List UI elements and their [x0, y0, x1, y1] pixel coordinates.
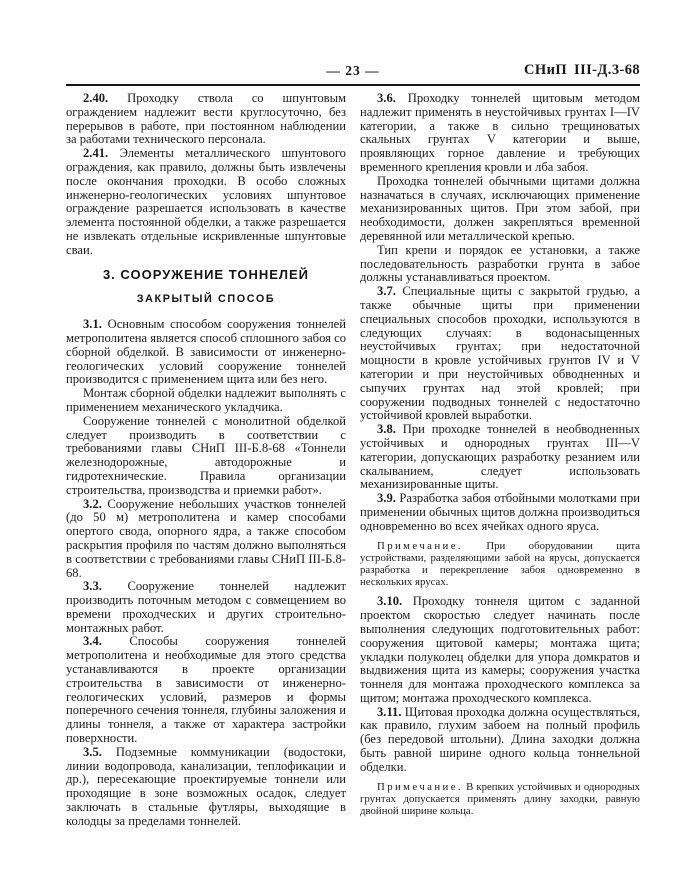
body-paragraph: [360, 244, 640, 285]
paragraph-number: 3.3.: [83, 579, 102, 594]
note-label: Примечание.: [377, 780, 463, 793]
note-label: Примечание.: [377, 539, 463, 552]
type-area: [66, 63, 640, 829]
doc-code: СНиП III-Д.3-68: [524, 62, 640, 78]
paragraph-text: Элементы металлического шпунтового ограждения, как правило, должны быть извлечены после окончания проходки. В особо сложных инженерно-геологических условиях шпунтовое ограждение разрешается использовать в качестве элемента постоянной обделки, а также разрешается не извлекать отдельные искривленные шпунтовые сваи.: [66, 146, 346, 257]
paragraph-text: Проходку тоннеля щитом с заданной проектом скоростью следует начинать после выполнения следующих подготовительных работ: сооружения щитовой камеры; монтажа щита; укладки полуколец обделки для упора домкратов и выдвижения щита из камеры; сооружения участка тоннеля для монтажа проходческого комплекса за щитом; монтажа проходческого комплекса.: [360, 594, 640, 705]
paragraph-number: 2.40.: [83, 91, 109, 105]
paragraph-number: 3.11.: [377, 704, 402, 719]
paragraph-number: 3.10.: [377, 594, 403, 609]
left-column: [66, 92, 346, 829]
body-paragraph: [66, 498, 346, 581]
body-paragraph: [66, 147, 346, 257]
right-column: [360, 92, 640, 829]
body-paragraph: [66, 746, 346, 829]
columns: [66, 92, 640, 829]
paragraph-text: Разработка забоя отбойными молотками при применении обычных щитов должна производиться одновременно во всех ячейках одного яруса.: [360, 491, 640, 533]
paragraph-number: 3.8.: [377, 422, 396, 437]
paragraph-text: Проходка тоннелей обычными щитами должна назначаться в случаях, исключающих применение механизированных щитов. При этом забой, при необходимости, должен закрепляться временной деревянной или металлической крепью.: [360, 173, 640, 243]
body-paragraph: [66, 580, 346, 635]
body-paragraph: [66, 318, 346, 387]
paragraph-text: При проходке тоннелей в необводненных устойчивых и однородных грунтах III—V категории, допускающих разработку резанием или скалыванием, следует использовать механизированные щиты.: [360, 422, 640, 492]
note-paragraph: [360, 781, 640, 818]
body-paragraph: [360, 92, 640, 175]
paragraph-number: 3.1.: [83, 317, 102, 332]
subsection-heading: ЗАКРЫТЫЙ СПОСОБ: [136, 293, 276, 306]
paragraph-number: 3.7.: [377, 284, 396, 299]
body-paragraph: [360, 423, 640, 492]
paragraph-text: В крепких устойчивых и однородных грунтах допускается применять длину заходки, равную двойной ширине кольца.: [360, 780, 640, 818]
body-paragraph: [360, 706, 640, 775]
body-paragraph: [66, 635, 346, 745]
paragraph-number: 2.41.: [83, 146, 109, 161]
paragraph-number: 3.5.: [83, 744, 102, 759]
note-paragraph: [360, 540, 640, 589]
page-number: — 23 —: [326, 63, 380, 78]
paragraph-text: Подземные коммуникации (водостоки, линии водопровода, канализации, теплофикации и др.), пересекающие проектируемые тоннели или проходящие в зоне возможных осадок, следует заключать в стальные футляры, выходящие в колодцы за пределами тоннелей.: [66, 744, 347, 828]
body-paragraph: [360, 492, 640, 533]
paragraph-text: Проходку ствола со шпунтовым ограждением надлежит вести круглосуточно, без перерывов в работе, при постоянном наблюдении за работами технического персонала.: [66, 91, 347, 147]
paragraph-text: Сооружение тоннелей надлежит производить поточным методом с совмещением во времени проходческих и других строительно-монтажных работ.: [66, 579, 346, 635]
body-paragraph: [66, 387, 346, 415]
paragraph-text: Монтаж сборной обделки надлежит выполнять с применением механического укладчика.: [66, 386, 346, 414]
paragraph-text: Щитовая проходка должна осуществляться, как правило, глухим забоем на полный профиль (без передовой штольни). Длина заходки должна быть равной ширине одного кольца тоннельной обделки.: [360, 704, 640, 774]
section-heading: 3. СООРУЖЕНИЕ ТОННЕЛЕЙ: [102, 266, 310, 282]
body-paragraph: [360, 285, 640, 423]
paragraph-text: Способы сооружения тоннелей метрополитена и необходимые для этого средства устанавливаются в проекте организации строительства в зависимости от инженерно-геологических условий, размеров и формы поперечного сечения тоннеля, глубины заложения и длины тоннеля, а также от характера застройки поверхности.: [66, 634, 346, 746]
page-header: [66, 63, 640, 84]
paragraph-number: 3.4.: [83, 634, 102, 649]
paragraph-number: 3.2.: [83, 496, 102, 511]
paragraph-text: При оборудовании щита устройствами, разделяющими забой на ярусы, допускается разработка и перекрепление забоя одновременно в нескольких ярусах.: [360, 539, 640, 589]
body-paragraph: [66, 92, 346, 147]
header-rule: [66, 84, 640, 86]
paragraph-text: Сооружение тоннелей с монолитной обделкой следует производить в соответствии с требованиями главы СНиП III-Б.8-68 «Тоннели железнодорожные, автодорожные и гидротехнические. Правила организации строительства, производства и приемки работ».: [66, 413, 346, 497]
paragraph-number: 3.6.: [377, 91, 396, 105]
paragraph-text: Специальные щиты с закрытой грудью, а также обычные щиты при применении специальных способов проходки, используются в следующих случаях: в водонасыщенных неустойчивых грунтах; при недостаточной мощности в кровле устойчивых грунтов IV и V категории и при неустойчивых обводненных и сыпучих грунтах над этой кровлей; при сооружении подводных тоннелей с недостаточно устойчивой кровлей выработки.: [360, 284, 641, 423]
paragraph-text: Тип крепи и порядок ее установки, а также последовательность разработки грунта в забое должны устанавливаться проектом.: [360, 242, 640, 285]
paragraph-text: Основным способом сооружения тоннелей метрополитена является способ сплошного забоя со сборной обделкой. В зависимости от инженерно-геологических условий сооружение тоннелей производится с применением щита или без него.: [66, 317, 346, 387]
body-paragraph: [66, 415, 346, 498]
paragraph-number: 3.9.: [377, 491, 396, 506]
paragraph-text: Проходку тоннелей щитовым методом надлежит применять в неустойчивых грунтах I—IV категории, а также в сильно трещиноватых скальных грунтах V категории и выше, проявляющих горное давление и требующих временного крепления кровли и лба забоя.: [360, 91, 640, 174]
body-paragraph: [360, 595, 640, 705]
paragraph-text: Сооружение небольших участков тоннелей (до 50 м) метрополитена и камер способами опертого свода, опорного ядра, а также способом раскрытия профиля по частям должно выполняться в соответствии с требованиями главы СНиП III-Б.8-68.: [66, 496, 346, 580]
body-paragraph: [360, 175, 640, 244]
